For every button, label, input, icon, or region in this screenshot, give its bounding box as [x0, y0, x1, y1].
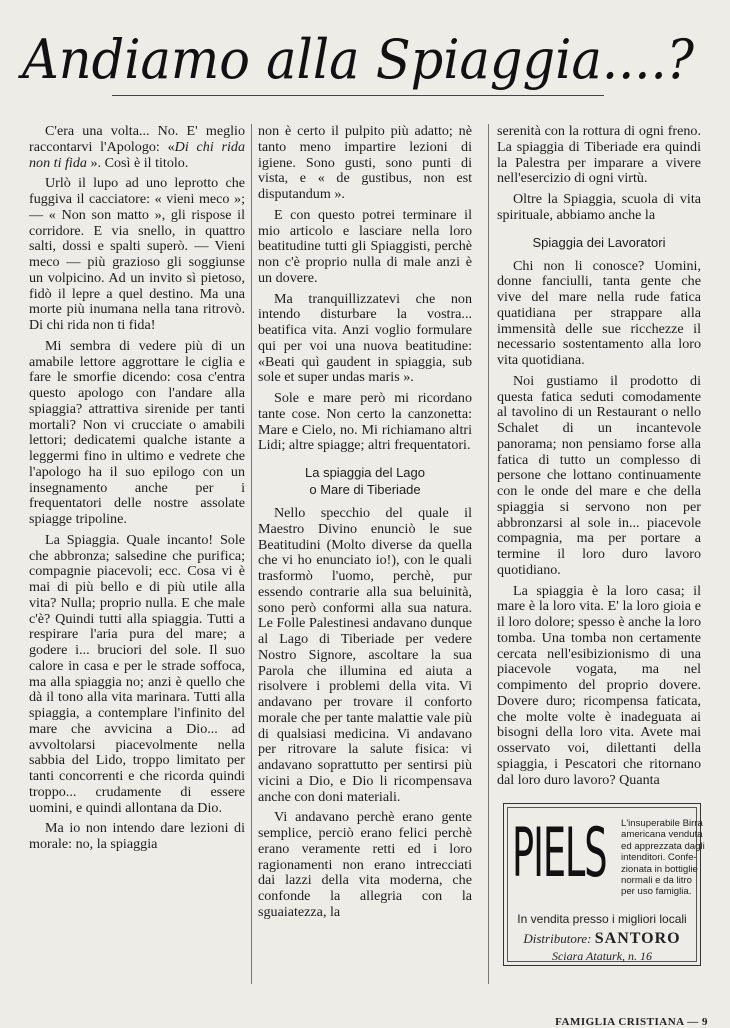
ad-text-line: per uso famiglia.: [621, 886, 692, 898]
ad-description: [621, 818, 705, 898]
ad-distributor-name: SANTORO: [594, 930, 681, 947]
paragraph-text: Nello specchio del quale il Maestro Divino enunciò le sue Beatitudini (Molto diverse da quella che vi ho enunciato io!), con le quali trasformò l'uomo, perchè, pur essendo contrarie alla sua beluinità, sono però conformi alla sua natura. Le Folle Palestinesi andavano dunque al Lago di Tiberiade per vedere Nostro Signore, ascoltare la sua Parola che illumina ed aiuta a risolvere i problemi della vita. Vi andavano per trovare il conforto morale che per tante malattie vale più di qualsiasi medicina. Vi andavano per ritrovare la salute fisica: vi andavano soprattutto per sentirsi più vicini a Dio, e Dio li ricompensava anche con doni materiali.: [258, 505, 472, 805]
ad-text-line: normali e da litro: [621, 875, 692, 887]
paragraph: [258, 506, 472, 805]
page-footer: FAMIGLIA CRISTIANA — 9: [555, 1016, 708, 1028]
ad-text-line: intenditori. Confe-: [621, 852, 697, 864]
paragraph: [258, 208, 472, 287]
col2-paragraphs: [258, 124, 472, 454]
piels-advertisement: [503, 803, 705, 966]
paragraph-text: Ma io non intendo dare lezioni di morale: no, la spiaggia: [29, 820, 245, 852]
paragraph-text: non è certo il pulpito più adatto; nè tanto meno impartire lezioni di igiene. Sono gusti, sono punti di vista, e « de gustibus, non est disputandum ».: [258, 123, 472, 202]
paragraph: [29, 821, 245, 853]
paragraph-text: Chi non li conosce? Uomini, donne fanciulli, tanta gente che vive del mare nella rude fatica quatidiana per strappare alla immensità delle sue ricchezze il necessario sostentamento alla loro vita quotidiana.: [497, 257, 701, 368]
paragraph-text: Sole e mare però mi ricordano tante cose. Non certo la canzonetta: Mare e Cielo, no. Mi richiamano altri Lidi; altre spiagge; altri frequentatori.: [258, 390, 472, 454]
ad-distributor: [508, 930, 696, 948]
paragraph: [497, 584, 701, 789]
paragraph: [258, 810, 472, 920]
paragraph-text: La spiaggia è la loro casa; il mare è la loro vita. E' la loro gioia e il loro dolore; spesso è anche la loro tomba. Una tomba non certamente cercata nell'esibizionismo di una piacevole vogata, ma nel compimento del proprio dovere. Dovere duro; ricompensa faticata, che molte volte è inadeguata ai bisogni della loro vita. Avete mai osservato voi, dilettanti della spiaggia, i Pescatori che ritornano dal loro duro lavoro? Quanta: [497, 582, 701, 788]
paragraph-text: La Spiaggia. Quale incanto! Sole che abbronza; salsedine che purifica; compagnie piacevoli; ecc. Cosa vi è mai di più bello e di più utile alla vita? Nulla; proprio nulla. E che male c'è? Quindi tutti alla spiaggia. Tutti a respirare l'aria pura del mare; a godere i... bruciori del sole. Il suo calore in casa e per le strade soffoca, ma alla spiaggia no; anzi è quello che dà il tono alla vita marinara. Tutti alla spiaggia, a contemplare l'infinito del mare che avvicina a Dio... ad avvoltolarsi piacevolmente nella sabbia del Lido, troppo limitato per tanti concorrenti e che ricorda quindi troppo... crudamente di essere uomini, e quindi allontana da Dio.: [29, 531, 245, 816]
paragraph-text: Oltre la Spiaggia, scuola di vita spirituale, abbiamo anche la: [497, 191, 701, 223]
paragraph: [258, 292, 472, 387]
paragraph: [258, 391, 472, 454]
col3-paragraphs: [497, 124, 701, 224]
col1-paragraphs: [29, 124, 245, 853]
paragraph-text: E con questo potrei terminare il mio articolo e lasciare nella loro beatitudine tutti gli Spiaggisti, perchè non c'è proprio nulla di male anzi è un dovere.: [258, 206, 472, 286]
ad-text-line: zionata in bottiglie: [621, 863, 698, 875]
paragraph-text: Vi andavano perchè erano gente semplice, perciò erano felici perchè erano veramente retti ed i loro ragionamenti non erano intrecciati dai lazzi della vita moderna, che confonde la allegria con la sguaiatezza, la: [258, 809, 472, 920]
column-2: [258, 124, 472, 926]
paragraph-text: ». Così è il titolo.: [86, 154, 189, 171]
paragraph: [497, 192, 701, 224]
paragraph: [497, 374, 701, 579]
paragraph: [497, 124, 701, 187]
paragraph-text: C'era una volta... No. E' meglio raccontarvi l'Apologo: «: [29, 123, 245, 155]
italic-text: Di chi rida non ti fida: [29, 138, 245, 171]
col3b-paragraphs: [497, 259, 701, 789]
ad-text-line: ed apprezzata dagli: [621, 840, 705, 852]
ad-distributor-label: Distributore:: [523, 931, 592, 946]
paragraph: [258, 124, 472, 203]
section-heading-lago: [258, 464, 472, 498]
paragraph: [29, 176, 245, 334]
title-divider: [112, 95, 604, 96]
ad-brand-logo: PIELS: [512, 814, 607, 893]
paragraph-text: Noi gustiamo il prodotto di questa fatica seduti comodamente al tavolino di un Restaurant o nello Schalet di un incantevole panorama; non pensiamo forse alla fatica di tutto un complesso di persone che lottano continuamente con le onde del mare e che della spiaggia si servono non per abbronzarsi al sole in... piacevole compagnia, ma per portare a termine il loro duro lavoro quotidiano.: [497, 372, 701, 578]
paragraph: [29, 339, 245, 528]
column-3: [497, 124, 701, 793]
col2b-paragraphs: [258, 506, 472, 921]
subhead-line: o Mare di Tiberiade: [309, 482, 421, 497]
paragraph-text: serenità con la rottura di ogni freno. La spiaggia di Tiberiade era quindi la Palestra per imparare a vivere nell'esercizio di ogni virtù.: [497, 123, 701, 187]
column-divider: [488, 124, 489, 984]
ad-text-line: L'insuperabile Birra: [621, 818, 703, 829]
paragraph-text: Ma tranquillizzatevi che non intendo disturbare la vostra... beatifica vita. Anzi voglio formulare qui per voi una nuova beatitudine: «Beati quì gaudent in spiaggia, sub sole et super undas maris ».: [258, 290, 472, 386]
column-1: [29, 124, 245, 858]
ad-sale-line: In vendita presso i migliori locali: [517, 912, 687, 926]
article-title: [14, 16, 704, 98]
ad-frame: [507, 807, 705, 963]
paragraph: [29, 533, 245, 817]
paragraph-text: Urlò il lupo ad uno leprotto che fuggiva il cacciatore: « vieni meco »; — « Non son matto », gli rispose il corridore. E via snello, in quattro salti, dossi e spalti superò. — Vieni meco — più grazioso gli soggiunse un volpicino. Ad un invito sì pietoso, fidò il lepre a quel destino. Ma una morte più inumana nella tana ritrovò. Di chi rida non ti fida!: [29, 175, 245, 333]
paragraph: [497, 259, 701, 369]
column-divider: [251, 124, 252, 984]
paragraph: [29, 124, 245, 171]
ad-text-line: americana venduta: [621, 829, 703, 841]
subhead-line: La spiaggia del Lago: [305, 465, 425, 480]
section-heading-lavoratori: Spiaggia dei Lavoratori: [532, 234, 666, 250]
paragraph-text: Mi sembra di vedere più di un amabile lettore aggrottare le ciglia e fare le smorfie dicendo: cosa c'entra questo apologo con l'andare alla spiaggia? attrattiva sirenide per tanti mortali? Non vi crucciate o amabili lettori; dedicatemi qualche istante a leggermi fino in ultimo e vedrete che l'apologo ha il suo epilogo con un insegnamento anche per i frequentatori delle nostre assolate spiagge tripoline.: [29, 337, 245, 527]
title-text: Andiamo alla Spiaggia....?: [17, 28, 695, 91]
ad-address: Sciara Ataturk, n. 16: [551, 949, 653, 963]
